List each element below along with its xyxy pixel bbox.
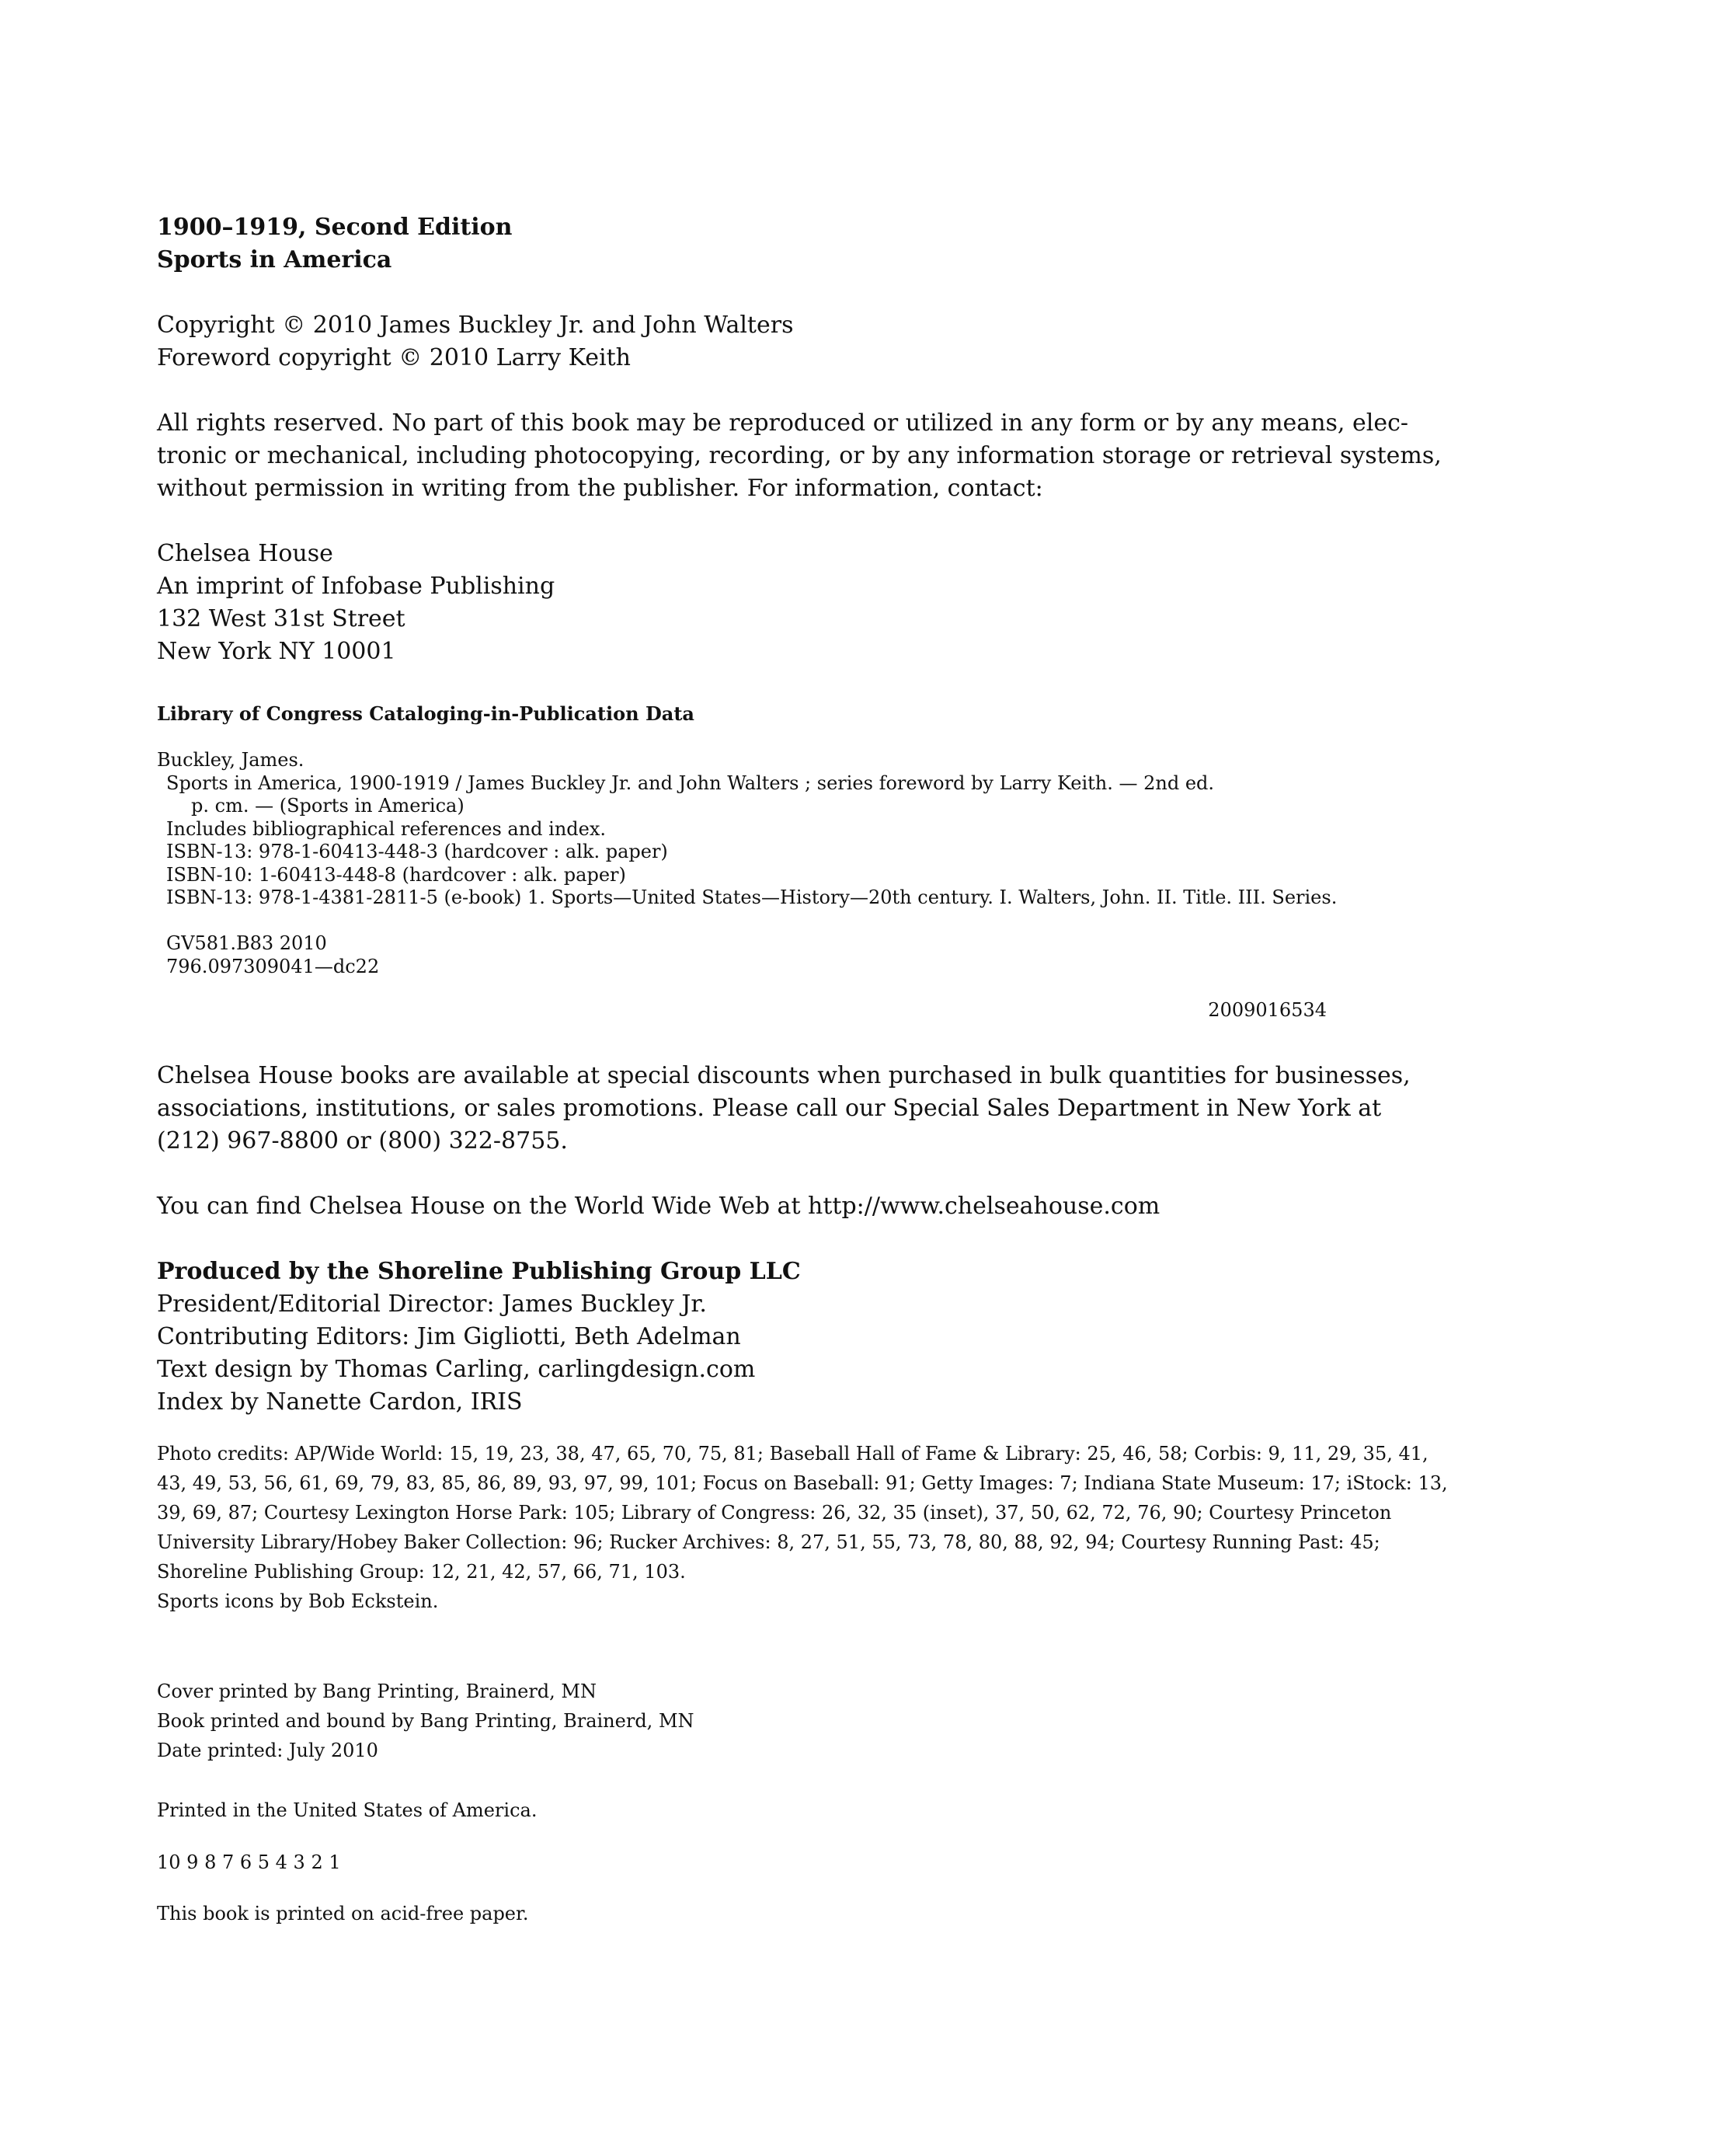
title-block bbox=[157, 211, 512, 277]
paper-line: This book is printed on acid-free paper. bbox=[157, 1903, 529, 1924]
copyright-block bbox=[157, 309, 793, 374]
sales-line: Chelsea House books are available at special discounts when purchased in bulk quantities for businesses, bbox=[157, 1062, 1411, 1089]
publisher-imprint: An imprint of Infobase Publishing bbox=[157, 573, 555, 600]
president-line: President/Editorial Director: James Buckley Jr. bbox=[157, 1290, 707, 1318]
photo-credit-line: Shoreline Publishing Group: 12, 21, 42, 57, 66, 71, 103. bbox=[157, 1561, 686, 1583]
book-printer-line: Book printed and bound by Bang Printing, Brainerd, MN bbox=[157, 1710, 694, 1732]
cip-line: p. cm. — (Sports in America) bbox=[191, 795, 465, 817]
web-line: You can find Chelsea House on the World Wide Web at http://www.chelseahouse.com bbox=[157, 1193, 1160, 1220]
country-line: Printed in the United States of America. bbox=[157, 1799, 538, 1821]
sales-paragraph bbox=[157, 1060, 1411, 1158]
cip-control-number: 2009016534 bbox=[1208, 999, 1327, 1021]
cip-line: ISBN-13: 978-1-60413-448-3 (hardcover : alk. paper) bbox=[166, 841, 668, 862]
cip-line: ISBN-13: 978-1-4381-2811-5 (e-book) 1. Sports—United States—History—20th century. I. Walters, John. II. Title. III. Series. bbox=[166, 886, 1338, 908]
cip-line: GV581.B83 2010 bbox=[166, 932, 327, 954]
edition-title: 1900–1919, Second Edition bbox=[157, 214, 513, 241]
index-line: Index by Nanette Cardon, IRIS bbox=[157, 1388, 523, 1416]
print-date-line: Date printed: July 2010 bbox=[157, 1740, 378, 1761]
country-block bbox=[157, 1796, 537, 1825]
photo-credit-line: Photo credits: AP/Wide World: 15, 19, 23, 38, 47, 65, 70, 75, 81; Baseball Hall of Fame & Library: 25, 46, 58; Corbis: 9, 11, 29, 35, 41, bbox=[157, 1443, 1428, 1465]
producer-line: Produced by the Shoreline Publishing Group LLC bbox=[157, 1258, 801, 1285]
cip-line: Sports in America, 1900-1919 / James Buckley Jr. and John Walters ; series foreword by Larry Keith. — 2nd ed. bbox=[166, 771, 1215, 794]
cip-data bbox=[157, 749, 1337, 978]
rights-line: without permission in writing from the publisher. For information, contact: bbox=[157, 475, 1043, 502]
copyright-line: Copyright © 2010 James Buckley Jr. and John Walters bbox=[157, 312, 794, 339]
paper-block bbox=[157, 1899, 528, 1928]
sales-line: (212) 967-8800 or (800) 322-8755. bbox=[157, 1127, 568, 1155]
rights-paragraph bbox=[157, 407, 1442, 505]
publisher-address bbox=[157, 538, 555, 668]
printing-info bbox=[157, 1677, 694, 1765]
sales-line: associations, institutions, or sales promotions. Please call our Special Sales Department in New York at bbox=[157, 1095, 1382, 1122]
cip-control-number-block bbox=[157, 999, 1327, 1022]
web-paragraph bbox=[157, 1190, 1160, 1223]
cip-heading-block bbox=[157, 702, 694, 725]
rights-line: tronic or mechanical, including photocopying, recording, or by any information storage or retrieval systems, bbox=[157, 442, 1442, 469]
photo-credit-line: 43, 49, 53, 56, 61, 69, 79, 83, 85, 86, 89, 93, 97, 99, 101; Focus on Baseball: 91; Getty Images: 7; Indiana State Museum: 17; iStock: 13, bbox=[157, 1472, 1448, 1494]
photo-credit-line: University Library/Hobey Baker Collection: 96; Rucker Archives: 8, 27, 51, 55, 73, 78, 80, 88, 92, 94; Courtesy Running Past: 45; bbox=[157, 1531, 1380, 1553]
cip-line: ISBN-10: 1-60413-448-8 (hardcover : alk. paper) bbox=[166, 863, 626, 886]
photo-credit-line: 39, 69, 87; Courtesy Lexington Horse Park: 105; Library of Congress: 26, 32, 35 (inset), 37, 50, 62, 72, 76, 90; Courtesy Princeton bbox=[157, 1502, 1392, 1524]
publisher-street: 132 West 31st Street bbox=[157, 605, 405, 632]
foreword-copyright-line: Foreword copyright © 2010 Larry Keith bbox=[157, 344, 631, 371]
cip-heading: Library of Congress Cataloging-in-Publication Data bbox=[157, 702, 694, 725]
production-credits bbox=[157, 1256, 801, 1419]
publisher-name: Chelsea House bbox=[157, 540, 333, 567]
cover-printer-line: Cover printed by Bang Printing, Brainerd, MN bbox=[157, 1681, 597, 1702]
series-title: Sports in America bbox=[157, 246, 392, 273]
icons-credit-line: Sports icons by Bob Eckstein. bbox=[157, 1590, 439, 1612]
cip-line: Includes bibliographical references and index. bbox=[166, 817, 607, 840]
cip-line: 796.097309041—dc22 bbox=[166, 955, 380, 977]
cip-spacer bbox=[157, 910, 1337, 933]
photo-credits bbox=[157, 1439, 1448, 1616]
publisher-city: New York NY 10001 bbox=[157, 638, 396, 665]
design-line: Text design by Thomas Carling, carlingdesign.com bbox=[157, 1356, 756, 1383]
printing-numbers-block bbox=[157, 1848, 341, 1877]
printing-numbers: 10 9 8 7 6 5 4 3 2 1 bbox=[157, 1851, 341, 1873]
editors-line: Contributing Editors: Jim Gigliotti, Beth Adelman bbox=[157, 1323, 741, 1350]
cip-line: Buckley, James. bbox=[157, 749, 304, 771]
rights-line: All rights reserved. No part of this book may be reproduced or utilized in any form or by any means, elec- bbox=[157, 409, 1409, 437]
